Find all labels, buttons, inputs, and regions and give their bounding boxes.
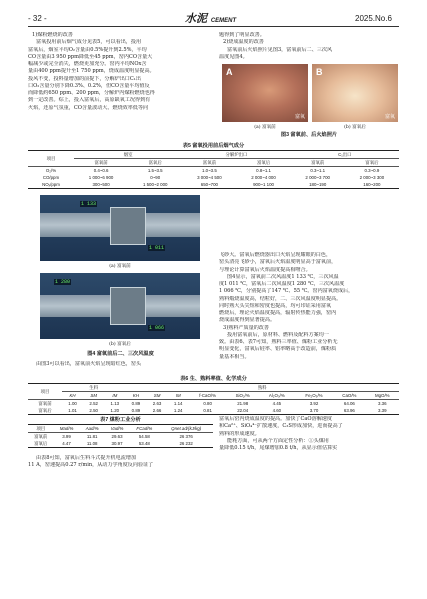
table-group-header: 生料	[62, 384, 125, 392]
paragraph-line: 口O₂含量分别下降0.3%、0.2%，但CO含量平均值反	[28, 82, 150, 89]
table-cell: 11.08	[86, 441, 98, 446]
table-cell: 3.39	[378, 408, 387, 413]
paragraph-line: 投用富氧前后，原材料、燃料及配料方案均一	[227, 331, 329, 338]
table-subheader: 富氧后	[148, 159, 162, 165]
table-cell: 1.13	[110, 401, 120, 406]
table-cell: 26 376	[179, 434, 193, 439]
table-row	[28, 407, 399, 415]
table-cell: 64.06	[343, 401, 355, 406]
dcs-screenshot-after	[40, 273, 200, 339]
table-cell: 0.4~0.6	[93, 168, 109, 173]
table-row	[28, 433, 213, 441]
table-subheader: KH	[132, 393, 139, 398]
table-cell: 0.3~1.1	[310, 168, 326, 173]
table-cell: 160~200	[363, 182, 381, 187]
table-row	[28, 440, 213, 448]
table-cell: 1.00	[68, 401, 77, 406]
paragraph-line: 明显变化，富氧后硅率、铝率略高于改造前，煤粉质	[219, 346, 337, 353]
table7	[28, 424, 213, 448]
paragraph-line: 飞砂大。富氧后燃烧器出口火焰呈现耀眼的白色，	[219, 252, 332, 258]
right-column-bottom-text	[219, 416, 399, 452]
table-cell: 2 000~3 300	[359, 175, 385, 180]
paragraph-line: 富氧前后火焰照片见图3，富氧前后二、三次风	[227, 46, 333, 53]
table-subheader: SM	[90, 393, 97, 398]
paragraph-line: 由表8可知，富氧后生料斗式提升机电流增加	[36, 455, 137, 461]
table-subheader: 富氧后	[256, 159, 271, 165]
table-cell: 3.70	[309, 408, 319, 413]
table-header: 项目	[28, 384, 62, 400]
figure4-panel-a-label: (a) 富氧前	[109, 264, 131, 269]
table-cell: 1.20	[110, 408, 120, 413]
table-header: Qnet.ad/(kJ/kg)	[171, 426, 202, 431]
paragraph-line: CO含量由3 950 ppm降低至45 ppm，窑内CO含量大	[28, 53, 153, 60]
right-column-mid-text	[219, 252, 399, 361]
paragraph-line: 到一定改善。综上，投入富氧后，高原缺氧工况得到有	[28, 97, 151, 104]
table-cell: CO/ppm	[42, 175, 60, 180]
table-cell: 4.60	[272, 408, 282, 413]
table-subheader: 富氧前	[94, 159, 108, 165]
table-cell: 63.96	[343, 408, 355, 413]
paragraph-line: 量降低0.15 t/h，尾煤增加0.8 t/h，从显示值估算实	[219, 445, 338, 451]
table-group-header: 熟料	[125, 384, 399, 392]
paragraph-line: 富氧后窑内烧成温度的提高。加快了CaO溶解速度	[219, 416, 332, 422]
table-header: Aad/%	[85, 426, 99, 431]
paragraph-line: 火焰，还原气氛重，CO含量波动大、燃烧效率低等问	[28, 104, 149, 111]
table-group-header: C₁出口	[291, 151, 399, 159]
paragraph-line: 11 A，窑速提高0.27 r/min，从动力学角度反向验证了	[28, 462, 154, 469]
page-number: - 32 -	[28, 14, 47, 23]
paragraph-line: 1)煤粉燃烧的改善	[32, 32, 73, 38]
paragraph-line: 度1 011 ℃，富氧后二次风温度1 280 ℃，三次风温度	[219, 281, 345, 287]
dcs-screenshot-before	[40, 195, 200, 261]
table-cell: 26 232	[179, 441, 193, 446]
table-subheader: Al₂O₃/%	[268, 393, 285, 398]
table-cell: NOₓ/ppm	[42, 182, 60, 187]
table-header: Mad/%	[59, 426, 74, 431]
right-column-top-text	[219, 32, 399, 61]
paragraph-line: 量由400 ppm提升至1 750 ppm，烧成温度明显提高。	[28, 68, 155, 75]
table-subheader: KH	[69, 393, 76, 398]
table-cell: 1.01	[68, 408, 77, 413]
table-subheader: 富氧前	[311, 159, 325, 165]
table-cell: 0.3~0.9	[364, 168, 380, 173]
table-cell: 2.63	[152, 401, 162, 406]
table-cell: 0.81	[203, 408, 212, 413]
kiln-hood-graphic	[110, 287, 146, 325]
figure3-panel-a-label: (a) 富氧前	[254, 125, 276, 130]
table5	[28, 150, 399, 189]
table-cell: 富氧前	[34, 433, 48, 439]
table-cell: 22.04	[237, 408, 249, 413]
table-subheader: SiO₂/%	[235, 393, 250, 398]
table-cell: 2 000~3 700	[305, 175, 330, 180]
figure4-panel-b-label: (b) 富氧后	[109, 342, 131, 347]
paragraph-line: 富氧后，烟室平均O₂含量由0.5%提升到2.5%，平均	[28, 46, 147, 53]
table-cell: 富氧后	[34, 440, 48, 446]
table-group-header: 分解炉出口	[182, 151, 290, 159]
paragraph-line: 1 066 ℃，分别提高了147 ℃、55 ℃。窑内富氧烧成后，	[219, 288, 354, 295]
journal-logo	[185, 10, 236, 26]
left-column-bottom-text	[28, 455, 213, 470]
table7-caption: 表7 煤粉工业分析	[100, 417, 141, 423]
table-cell: 21.98	[237, 401, 249, 406]
panel-letter: A	[226, 67, 233, 77]
secondary-air-temp-readout: 1 133	[81, 201, 97, 207]
table-cell: 富氧前	[38, 400, 52, 406]
table-cell: 54.58	[138, 434, 150, 439]
paragraph-line: 致。由表6、表7可知，熟料三率值、煤粉工业分析无	[219, 339, 338, 345]
table-header: 项目	[36, 425, 46, 431]
table-subheader: Fe₂O₃/%	[305, 393, 323, 398]
table-cell: 0.89	[131, 408, 141, 413]
table-row	[28, 400, 399, 408]
table-row	[28, 181, 399, 189]
left-column-top-text	[28, 32, 208, 112]
table-cell: 0.89	[131, 401, 141, 406]
paragraph-line: 熟料的形成速度。	[219, 430, 260, 437]
table-cell: 2.66	[152, 408, 162, 413]
table-cell: 1.14	[173, 401, 183, 406]
table-cell: 3.92	[309, 401, 319, 406]
figure3-panel-b-label: (b) 富氧后	[344, 125, 366, 130]
photo-corner-label: 富氧	[294, 114, 305, 120]
journal-logo-cn: 水泥	[185, 12, 207, 25]
paragraph-line: 同时熟大头尖短和密度也提高，均可印证采用富氧	[219, 302, 332, 309]
flame-photo-after	[312, 64, 398, 122]
journal-logo-en: CEMENT	[210, 18, 237, 24]
paragraph-line: 量基本相当。	[219, 353, 250, 360]
table-cell: 3.99	[62, 434, 71, 439]
paragraph-line: 温度见图4。	[219, 53, 248, 60]
table-cell: 富氧后	[38, 407, 52, 413]
paragraph-line: 熟料煅烧温度高，结粒好，二、三次风温度明显提高。	[219, 295, 342, 302]
paragraph-line: 窑头清亮飞砂小，富氧后火焰温度明显高于富氧前，	[219, 259, 337, 266]
left-column-mid-text	[28, 361, 213, 368]
table-subheader: IM	[112, 393, 118, 398]
secondary-air-temp-readout: 1 280	[55, 279, 71, 285]
tertiary-air-temp-readout: 1 011	[149, 245, 165, 251]
paragraph-line: 能耗方面，可从两个方面定性分析：①头煤用	[227, 437, 329, 444]
issue-number: 2025.No.6	[355, 14, 392, 23]
table-cell: O₂/%	[45, 168, 57, 173]
paragraph-line: 2)烧成温度的改善	[223, 39, 264, 46]
table-cell: 180~190	[309, 182, 327, 187]
kiln-hood-graphic	[110, 207, 146, 245]
table-cell: 0.8~1.1	[256, 168, 271, 173]
paragraph-line: 幅减少或完全消失，燃烧更加充分。窑内平均NOx含	[28, 61, 147, 67]
header-rule	[28, 26, 399, 27]
table-cell: 2.50	[89, 408, 98, 413]
table-cell: 650~700	[200, 182, 218, 187]
table-cell: 900~1 100	[253, 182, 274, 187]
table-cell: 2 000~4 000	[251, 175, 276, 180]
table-cell: 4.45	[272, 401, 282, 406]
table-cell: 0~90	[150, 175, 161, 180]
table-header: FCad/%	[136, 426, 153, 431]
table-header: Vad/%	[110, 426, 124, 431]
paragraph-line: 3)熟料产质量的改善	[223, 324, 269, 331]
table-cell: 0.80	[203, 401, 212, 406]
figure3-caption: 图3 富氧前、后火焰照片	[280, 132, 338, 138]
table-subheader: CaO/%	[342, 393, 357, 398]
table-cell: 1 000~6 900	[88, 175, 114, 180]
table-cell: 3 000~4 500	[197, 175, 222, 180]
table-header: 项目	[28, 151, 74, 167]
table-cell: 1.24	[173, 408, 183, 413]
table-cell: 11.81	[86, 434, 98, 439]
table5-caption: 表5 富氧投用前后烟气成分	[182, 143, 245, 149]
paragraph-line: 烧成温度得到显著提高。	[219, 317, 276, 324]
table6	[28, 383, 399, 415]
table-subheader: MgO/%	[374, 393, 390, 398]
table-cell: 1.5~3.5	[147, 168, 163, 173]
photo-corner-label: 富氧	[384, 114, 395, 120]
paragraph-line: 富氧投用前后烟气成分见表5，可以看出，投用	[36, 39, 142, 46]
table-cell: 30.97	[111, 441, 123, 446]
table-subheader: 富氧前	[202, 159, 216, 165]
table-cell: 1 500~2 000	[142, 182, 168, 187]
table-cell: 1.0~3.5	[202, 168, 217, 173]
paragraph-line: 题得到了明显改善。	[219, 32, 265, 38]
table-subheader: SM	[153, 393, 161, 398]
table6-caption: 表6 生、熟料率值、化学成分	[180, 376, 247, 382]
paragraph-line: 与理论计算富氧后火焰温度提高相吻合。	[219, 266, 311, 273]
paragraph-line: 由图3可以看出，富氧前火焰呈现暗红色，窑头	[36, 361, 142, 367]
table-group-header: 烟室	[74, 151, 182, 159]
paragraph-line: 而降低约650 ppm、200 ppm，分解炉内煤粉燃烧也得	[28, 90, 155, 96]
table-cell: 3.36	[378, 401, 387, 406]
panel-letter: B	[316, 67, 323, 77]
table-subheader: IM	[175, 393, 181, 398]
paragraph-line: 燃烧后，理论火焰温度提高，辐射传热能力强，窑内	[219, 310, 337, 316]
paragraph-line: 图4显示，富氧前二次风温度1 133 ℃，三次风温	[227, 273, 339, 280]
table-subheader: f-CaO/%	[199, 393, 217, 398]
table-cell: 300~500	[92, 182, 110, 187]
figure4-caption: 图4 富氧前后二、三次风温度	[87, 351, 154, 357]
table-cell: 4.47	[62, 441, 71, 446]
paragraph-line: 和Ca²⁺、SiO₄⁴⁻扩散速度，C₃S形成加快，进而提高了	[219, 423, 343, 430]
table-cell: 29.63	[111, 434, 123, 439]
paragraph-line: 投风不变，投料量增加的前提下，分解炉出口C₁出	[28, 75, 141, 82]
table-cell: 2.52	[89, 401, 98, 406]
table-row	[28, 174, 399, 181]
flame-photo-before	[222, 64, 308, 122]
table-subheader: 富氧后	[365, 159, 379, 165]
table-cell: 53.48	[138, 441, 150, 446]
tertiary-air-temp-readout: 1 066	[149, 325, 165, 331]
table-row	[28, 167, 399, 175]
